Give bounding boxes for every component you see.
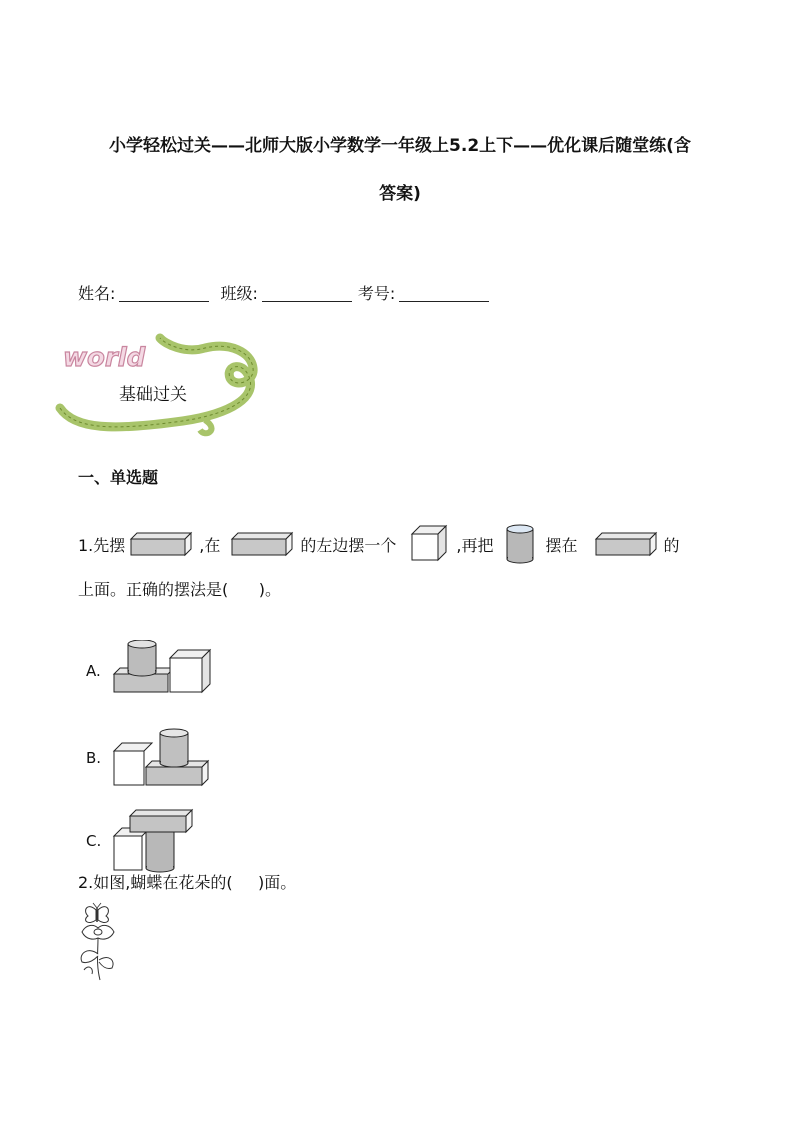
banner-word-art: world	[63, 343, 146, 373]
question-1-line-1	[78, 523, 680, 565]
long-block-icon	[594, 531, 660, 557]
q1-text-5: 的	[663, 535, 680, 555]
q1-text-2: 的左边摆一个	[300, 535, 397, 555]
option-c[interactable]	[86, 808, 220, 874]
option-a[interactable]	[86, 640, 220, 702]
question-1-line-2: 上面。正确的摆法是( )。	[78, 580, 282, 599]
option-a-figure	[110, 640, 220, 702]
butterfly-flower-figure	[74, 902, 130, 982]
exam-label: 考号:	[357, 284, 396, 303]
q1-text-1: ,在	[199, 535, 221, 555]
cylinder-icon	[503, 523, 537, 565]
document-title	[70, 122, 730, 218]
question-2-text: 2.如图,蝴蝶在花朵的( )面。	[78, 873, 297, 892]
q1-text-4: 摆在	[545, 535, 578, 555]
option-b-label: B.	[86, 749, 102, 767]
butterfly-on-flower-icon	[74, 902, 130, 982]
class-label: 班级:	[220, 284, 258, 303]
option-b-figure	[110, 725, 220, 791]
q1-prefix: 1.先摆	[78, 535, 126, 555]
name-label: 姓名:	[78, 284, 116, 303]
ribbon-decoration	[55, 330, 270, 440]
long-block-icon	[230, 531, 296, 557]
long-block-icon	[129, 531, 195, 557]
q1-text-3: ,再把	[456, 535, 494, 555]
title-line-1: 小学轻松过关——北师大版小学数学一年级上5.2上下——优化课后随堂练(含	[109, 136, 691, 156]
option-b[interactable]	[86, 725, 220, 791]
banner-label: 基础过关	[119, 385, 187, 405]
exam-number-blank[interactable]	[399, 285, 489, 302]
option-c-label: C.	[86, 832, 102, 850]
option-c-figure	[110, 808, 220, 874]
section-banner	[55, 330, 270, 440]
title-line-2: 答案)	[379, 184, 421, 204]
name-blank[interactable]	[119, 285, 209, 302]
option-a-label: A.	[86, 662, 101, 680]
cube-icon	[408, 524, 452, 564]
class-blank[interactable]	[262, 285, 352, 302]
section-title: 一、单选题	[78, 468, 159, 487]
student-info-row	[78, 281, 495, 304]
